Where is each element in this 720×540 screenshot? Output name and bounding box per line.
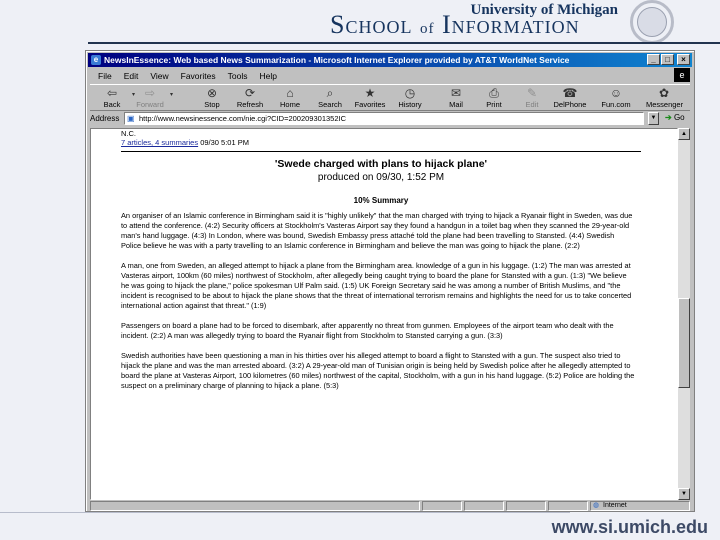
- refresh-icon: ⟳: [244, 86, 256, 100]
- university-seal-icon: [630, 0, 674, 44]
- window-title: NewsInEssence: Web based News Summarization - Microsoft Internet Explorer provided by AT&T WorldNet Service: [104, 55, 570, 65]
- toolbar-label: Back: [103, 100, 121, 109]
- toolbar-label: Forward: [136, 100, 164, 109]
- status-text: [90, 501, 420, 511]
- summary-paragraph: Swedish authorities have been questioning a man in his thirties over his alleged attempt to board a flight to Stansted with a gun. The suspect also tried to hijack the plane and was the man arrested aboard. (3:2) A 29-year-old man of Tunisian origin is being held by Swedish police after he allegedly attempted to board the plane at Vasteras Airport, 100 kilometres (60 miles) northwest of the capital, Stockholm, with a gun in his hand luggage. (5:2) Police are holding the suspect on a preliminary charge of planning to hijack a plane. (5:3): [121, 351, 635, 390]
- back-button[interactable]: [94, 85, 135, 112]
- menu-tools[interactable]: Tools: [227, 70, 248, 81]
- history-dropdown-icon[interactable]: ▾: [169, 92, 173, 98]
- forward-icon: ⇨: [144, 86, 156, 100]
- history-dropdown-icon[interactable]: ▾: [131, 92, 135, 98]
- toolbar-label: Stop: [204, 100, 220, 109]
- go-button[interactable]: ➔ Go: [665, 113, 685, 122]
- scroll-down-button[interactable]: ▼: [678, 488, 690, 500]
- history-button[interactable]: [392, 85, 428, 112]
- zone-label: Internet: [603, 502, 627, 509]
- back-icon: ⇦: [106, 86, 118, 100]
- search-icon: ⌕: [326, 86, 334, 100]
- favorites-button[interactable]: [352, 85, 388, 112]
- source-line: N.C.: [121, 129, 136, 138]
- ie-logo-icon: e: [674, 68, 690, 82]
- forward-button[interactable]: [132, 85, 173, 112]
- go-arrow-icon: ➔: [665, 113, 672, 122]
- address-bar: [90, 112, 690, 126]
- scroll-thumb[interactable]: [678, 298, 690, 388]
- timestamp: 09/30 5:01 PM: [200, 138, 249, 147]
- divider: [121, 151, 641, 152]
- print-icon: ⎙: [489, 86, 499, 100]
- page-content: [90, 128, 678, 500]
- footer-rule: [0, 512, 570, 513]
- status-cell: [422, 501, 462, 511]
- status-bar: [90, 501, 690, 511]
- address-label: Address: [90, 114, 120, 123]
- toolbar-label: History: [398, 100, 422, 109]
- menu-bar: [90, 69, 690, 82]
- article-meta: [121, 129, 641, 147]
- school-title: SCHOOL of INFORMATION: [330, 10, 580, 39]
- toolbar-label: Messenger: [646, 100, 684, 109]
- toolbar-label: DelPhone: [553, 100, 587, 109]
- status-cell: [464, 501, 504, 511]
- page-icon: ▣: [127, 114, 135, 123]
- ie-icon: e: [91, 55, 101, 65]
- home-button[interactable]: [272, 85, 308, 112]
- address-input[interactable]: http://www.newsinessence.com/nie.cgi?CID=200209301352IC: [124, 112, 644, 125]
- toolbar-label: Search: [318, 100, 342, 109]
- delphone-icon: ☎: [562, 86, 578, 100]
- university-name: University of Michigan: [470, 2, 618, 18]
- delphone-button[interactable]: [552, 85, 588, 112]
- favorites-icon: ★: [364, 86, 376, 100]
- history-icon: ◷: [404, 86, 416, 100]
- mail-icon: ✉: [450, 86, 462, 100]
- headline: 'Swede charged with plans to hijack plane': [274, 158, 488, 170]
- security-zone: [590, 501, 690, 511]
- status-cell: [506, 501, 546, 511]
- stop-button[interactable]: [194, 85, 230, 112]
- fun-icon: ☺: [609, 86, 623, 100]
- maximize-button[interactable]: □: [661, 54, 674, 65]
- browser-window: [85, 50, 695, 512]
- menu-view[interactable]: View: [150, 70, 169, 81]
- toolbar-label: Home: [279, 100, 300, 109]
- toolbar-label: Fun.com: [601, 100, 631, 109]
- toolbar-label: Mail: [449, 100, 463, 109]
- edit-icon: ✎: [526, 86, 538, 100]
- messenger-icon: ✿: [658, 86, 670, 100]
- header-rule: [88, 42, 720, 44]
- toolbar-label: Edit: [525, 100, 539, 109]
- print-button[interactable]: [476, 85, 512, 112]
- stop-icon: ⊗: [206, 86, 218, 100]
- title-bar: [88, 53, 692, 67]
- produced-date: produced on 09/30, 1:52 PM: [317, 172, 445, 183]
- globe-icon: ◍: [593, 502, 600, 509]
- menu-file[interactable]: File: [98, 70, 112, 81]
- close-button[interactable]: ×: [677, 54, 690, 65]
- edit-button[interactable]: [514, 85, 550, 112]
- summary-paragraph: Passengers on board a plane had to be forced to disembark, after apparently no threat from gunmen. Employees of the airport team who dealt with the incident. (2:2) A man was allegedly trying to board the Ryanair flight from Stockholm to Stansted carrying a gun. (3:3): [121, 321, 614, 340]
- toolbar-label: Print: [486, 100, 502, 109]
- status-cell: [548, 501, 588, 511]
- home-icon: ⌂: [286, 86, 294, 100]
- refresh-button[interactable]: [232, 85, 268, 112]
- vertical-scrollbar[interactable]: [678, 128, 690, 500]
- minimize-button[interactable]: _: [647, 54, 660, 65]
- slide-header: [0, 0, 720, 42]
- summary-paragraph: An organiser of an Islamic conference in Birmingham said it is "highly unlikely" that the man charged with trying to hijack a Ryanair flight in Sweden, was due to attend the conference. (4:2) Security officers at Stockholm's Vasteras Airport say they found a handgun in a toilet bag when they scanned the 29-year-old man's hand luggage. (4:3) In London, where was bound, Swedish Embassy press attaché told the plane had been travelling to Stansted. (4:4) Swedish Police believe he was with a party travelling to an Islamic conference in Birmingham and believe the man was going to hijack the plane. (2:2): [121, 211, 633, 250]
- fun-button[interactable]: [598, 85, 634, 112]
- mail-button[interactable]: [438, 85, 474, 112]
- menu-help[interactable]: Help: [259, 70, 277, 81]
- search-button[interactable]: [312, 85, 348, 112]
- footer-url: www.si.umich.edu: [551, 517, 708, 537]
- articles-link[interactable]: 7 articles, 4 summaries: [121, 138, 199, 147]
- summary-paragraph: A man, one from Sweden, an alleged attempt to hijack a plane from the Birmingham area. knowledge of a gun in his luggage. (1:2) The man was arrested at Vasteras airport, 100km (60 miles) northwest of Stockholm, after allegedly being caught trying to board the plane for Stansted with a gun. (1:3) "We believe he was going to hijack the plane," police spokesman Ulf Palm said. (1:5) UK Foreign Secretary said he was among a number of British Muslims, and "the incident is recognised to be about to hijack the plane shows that the threat of international terrorism remains and highlights the need for us to take concerted international action against that threat." (1:9): [121, 261, 632, 310]
- messenger-button[interactable]: [646, 85, 682, 112]
- address-dropdown-button[interactable]: ▼: [648, 112, 659, 125]
- scroll-up-button[interactable]: ▲: [678, 128, 690, 140]
- menu-favorites[interactable]: Favorites: [180, 70, 216, 81]
- toolbar-label: Refresh: [236, 100, 264, 109]
- toolbar: [90, 84, 690, 111]
- toolbar-label: Favorites: [354, 100, 386, 109]
- summary-heading: 10% Summary: [353, 196, 409, 205]
- menu-edit[interactable]: Edit: [123, 70, 139, 81]
- article: [121, 129, 641, 401]
